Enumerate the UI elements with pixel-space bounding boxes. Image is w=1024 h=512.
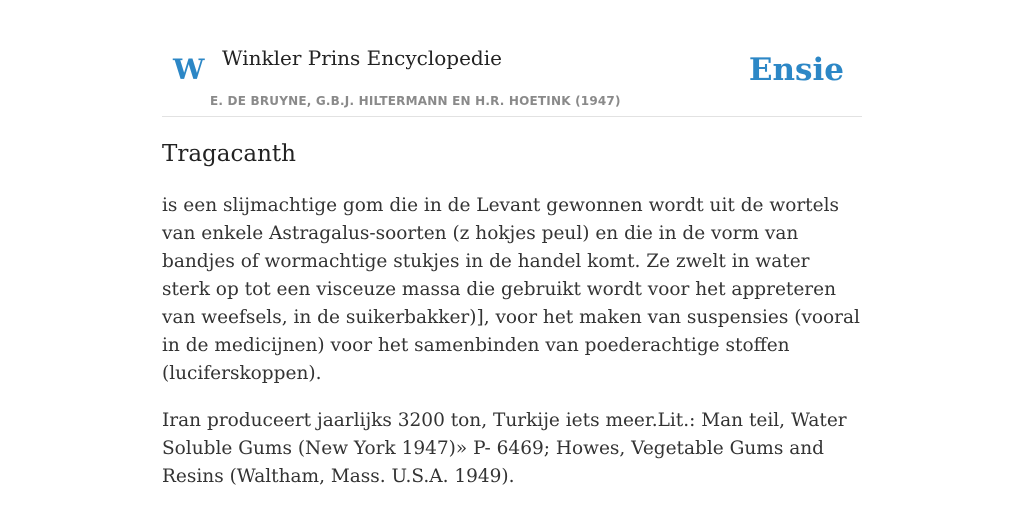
article-title: Tragacanth [162,141,296,167]
ensie-logo[interactable]: Ensie [748,52,844,88]
article-paragraph-2: Iran produceert jaarlijks 3200 ton, Turkije iets meer.Lit.: Man teil, Water Soluble Gums (New York 1947)» P- 6469; Howes, Vegetable Gums and Resins (Waltham, Mass. U.S.A. 1949). [162,410,847,487]
article-paragraph-1: is een slijmachtige gom die in de Levant gewonnen wordt uit de wortels van enkele Astragalus-soorten (z hokjes peul) en die in de vorm van bandjes of wormachtige stukjes in de handel komt. Ze zwelt in water sterk op tot een visceuze massa die gebruikt wordt voor het appreteren van weefsels, in de suikerbakker)], voor het maken van suspensies (vooral in de medicijnen) voor het samenbinden van poederachtige stoffen (luciferskoppen). [162,195,860,384]
publication-authors: E. DE BRUYNE, G.B.J. HILTERMANN EN H.R. HOETINK (1947) [210,94,621,108]
publication-logo[interactable]: W [173,53,205,86]
article-body [162,192,862,510]
publication-header [162,0,862,117]
publication-title[interactable]: Winkler Prins Encyclopedie [222,46,502,70]
